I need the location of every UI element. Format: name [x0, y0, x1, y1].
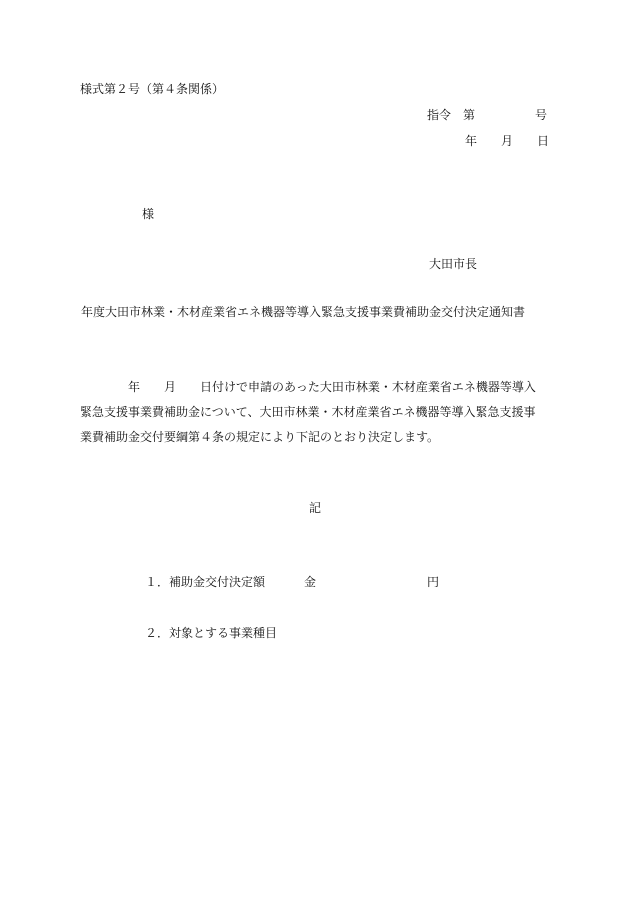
body-line-2: 緊急支援事業費補助金について、大田市林業・木材産業省エネ機器等導入緊急支援事 — [80, 405, 536, 419]
body-paragraph — [80, 375, 560, 450]
item-project-category-label: ２．対象とする事業種目 — [145, 626, 278, 640]
directive-number-line: 指令 第 号 — [427, 108, 548, 122]
recipient-honorific: 様 — [142, 207, 155, 221]
body-line-3: 業費補助金交付要綱第４条の規定により下記のとおり決定します。 — [80, 430, 440, 444]
document-title: 年度大田市林業・木材産業省エネ機器等導入緊急支援事業費補助金交付決定通知書 — [81, 305, 526, 319]
body-line-1: 年 月 日付けで申請のあった大田市林業・木材産業省エネ機器等導入 — [80, 380, 536, 394]
date-line: 年 月 日 — [465, 134, 550, 148]
item-grant-amount-unit: 円 — [427, 575, 440, 589]
item-grant-amount-label: １．補助金交付決定額 — [145, 575, 266, 589]
form-number: 様式第２号（第４条関係） — [80, 82, 225, 96]
item-grant-amount-prefix: 金 — [304, 575, 317, 589]
record-heading: 記 — [309, 501, 322, 515]
sender-name: 大田市長 — [429, 257, 478, 271]
